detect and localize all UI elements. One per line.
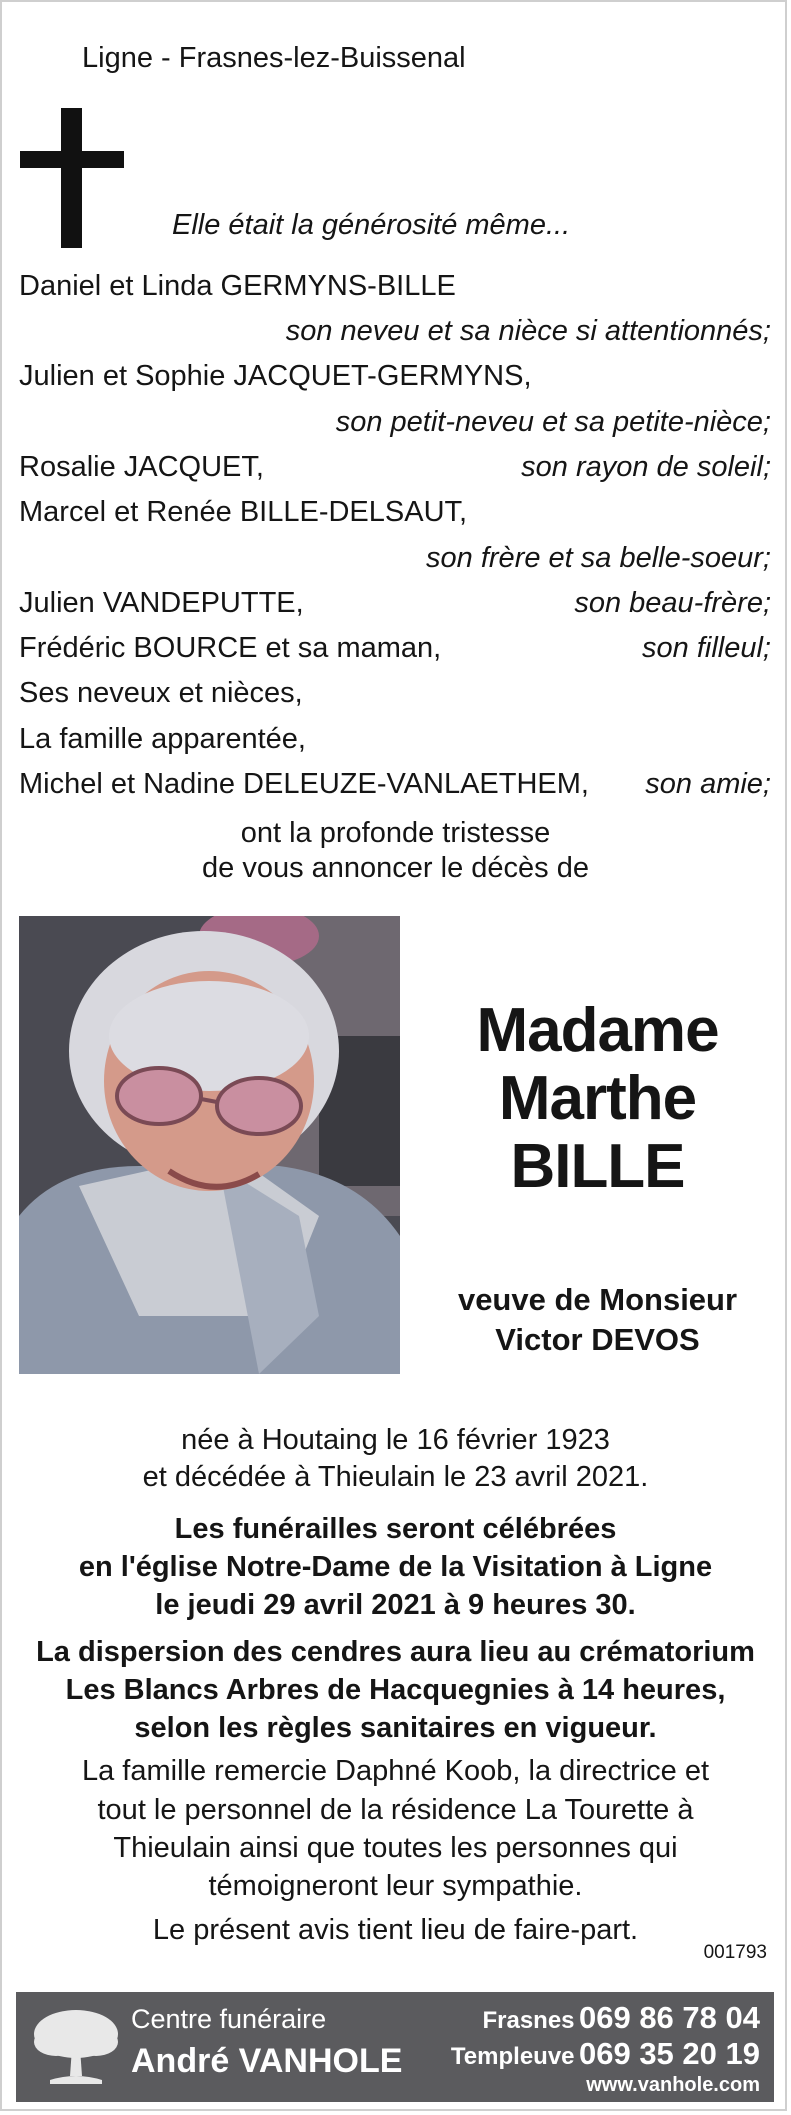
thanks-line: La famille remercie Daphné Koob, la directrice et — [81, 1755, 710, 1787]
footer-line1: Centre funéraire — [131, 2004, 327, 2034]
family-row — [19, 270, 771, 310]
deceased-title: Madame — [476, 996, 719, 1065]
funeral-home-banner — [16, 1992, 774, 2102]
reference-number: 001793 — [703, 1942, 767, 1963]
family-name: Daniel et Linda GERMYNS-BILLE — [19, 270, 456, 302]
deceased-name — [422, 997, 773, 1201]
family-name: Julien et Sophie JACQUET-GERMYNS, — [19, 360, 532, 392]
town-label: Frasnes — [482, 2007, 575, 2034]
birth-line: née à Houtaing le 16 février 1923 — [181, 1424, 610, 1456]
family-row — [19, 451, 771, 491]
family-name: La famille apparentée, — [19, 723, 306, 755]
family-name: Julien VANDEPUTTE, — [19, 587, 304, 619]
family-row — [19, 542, 771, 582]
family-name: Marcel et Renée BILLE-DELSAUT, — [19, 496, 468, 528]
family-row — [19, 677, 771, 717]
contact-frasnes — [482, 2000, 760, 2036]
family-name: Frédéric BOURCE et sa maman, — [19, 632, 442, 664]
tree-icon — [30, 2004, 122, 2090]
family-relation: son rayon de soleil; — [521, 451, 771, 483]
funeral-line: en l'église Notre-Dame de la Visitation à Ligne — [78, 1551, 713, 1583]
announce-line: ont la profonde tristesse — [240, 817, 551, 849]
portrait-photo — [19, 916, 400, 1374]
family-relation: son petit-neveu et sa petite-nièce; — [335, 406, 771, 438]
cross-icon — [20, 108, 124, 248]
phone-number: 069 35 20 19 — [578, 2036, 760, 2071]
notice-line: Le présent avis tient lieu de faire-part. — [152, 1914, 639, 1946]
contact-templeuve — [451, 2036, 760, 2072]
family-relation: son frère et sa belle-soeur; — [426, 542, 771, 574]
footer-company: André VANHOLE — [131, 2042, 403, 2080]
family-name: Michel et Nadine DELEUZE-VANLAETHEM, — [19, 768, 589, 800]
family-row — [19, 496, 771, 536]
phone-number: 069 86 78 04 — [578, 2000, 760, 2035]
announce-line: de vous annoncer le décès de — [202, 852, 589, 884]
dispersion-line: La dispersion des cendres aura lieu au crématorium — [36, 1636, 755, 1668]
family-relation: son neveu et sa nièce si attentionnés; — [285, 315, 771, 347]
family-relation: son filleul; — [642, 632, 771, 664]
thanks-line: tout le personnel de la résidence La Tourette à — [97, 1794, 694, 1826]
family-row — [19, 315, 771, 355]
funeral-line: le jeudi 29 avril 2021 à 9 heures 30. — [155, 1589, 636, 1621]
deceased-first-name: Marthe — [498, 1064, 697, 1133]
family-row — [19, 406, 771, 446]
family-relation: son beau-frère; — [574, 587, 771, 619]
family-row — [19, 360, 771, 400]
death-line: et décédée à Thieulain le 23 avril 2021. — [142, 1461, 649, 1493]
funeral-line: Les funérailles seront célébrées — [174, 1513, 617, 1545]
town-label: Templeuve — [450, 2043, 575, 2070]
location-header: Ligne - Frasnes-lez-Buissenal — [82, 42, 466, 74]
family-name: Ses neveux et nièces, — [19, 677, 303, 709]
family-row — [19, 723, 771, 763]
family-row — [19, 587, 771, 627]
family-relation: son amie; — [645, 768, 771, 800]
dispersion-line: Les Blancs Arbres de Hacquegnies à 14 heures, — [65, 1674, 726, 1706]
thanks-line: témoigneront leur sympathie. — [208, 1870, 583, 1902]
deceased-last-name: BILLE — [510, 1132, 685, 1201]
widow-of — [422, 1280, 773, 1360]
widow-line: veuve de Monsieur — [457, 1282, 738, 1317]
family-name: Rosalie JACQUET, — [19, 451, 264, 483]
website-link: www.vanhole.com — [586, 2074, 760, 2096]
thanks-line: Thieulain ainsi que toutes les personnes qui — [113, 1832, 678, 1864]
epigraph: Elle était la générosité même... — [172, 209, 571, 241]
family-row — [19, 632, 771, 672]
widow-line: Victor DEVOS — [495, 1322, 700, 1357]
family-row — [19, 768, 771, 808]
dispersion-line: selon les règles sanitaires en vigueur. — [134, 1712, 657, 1744]
